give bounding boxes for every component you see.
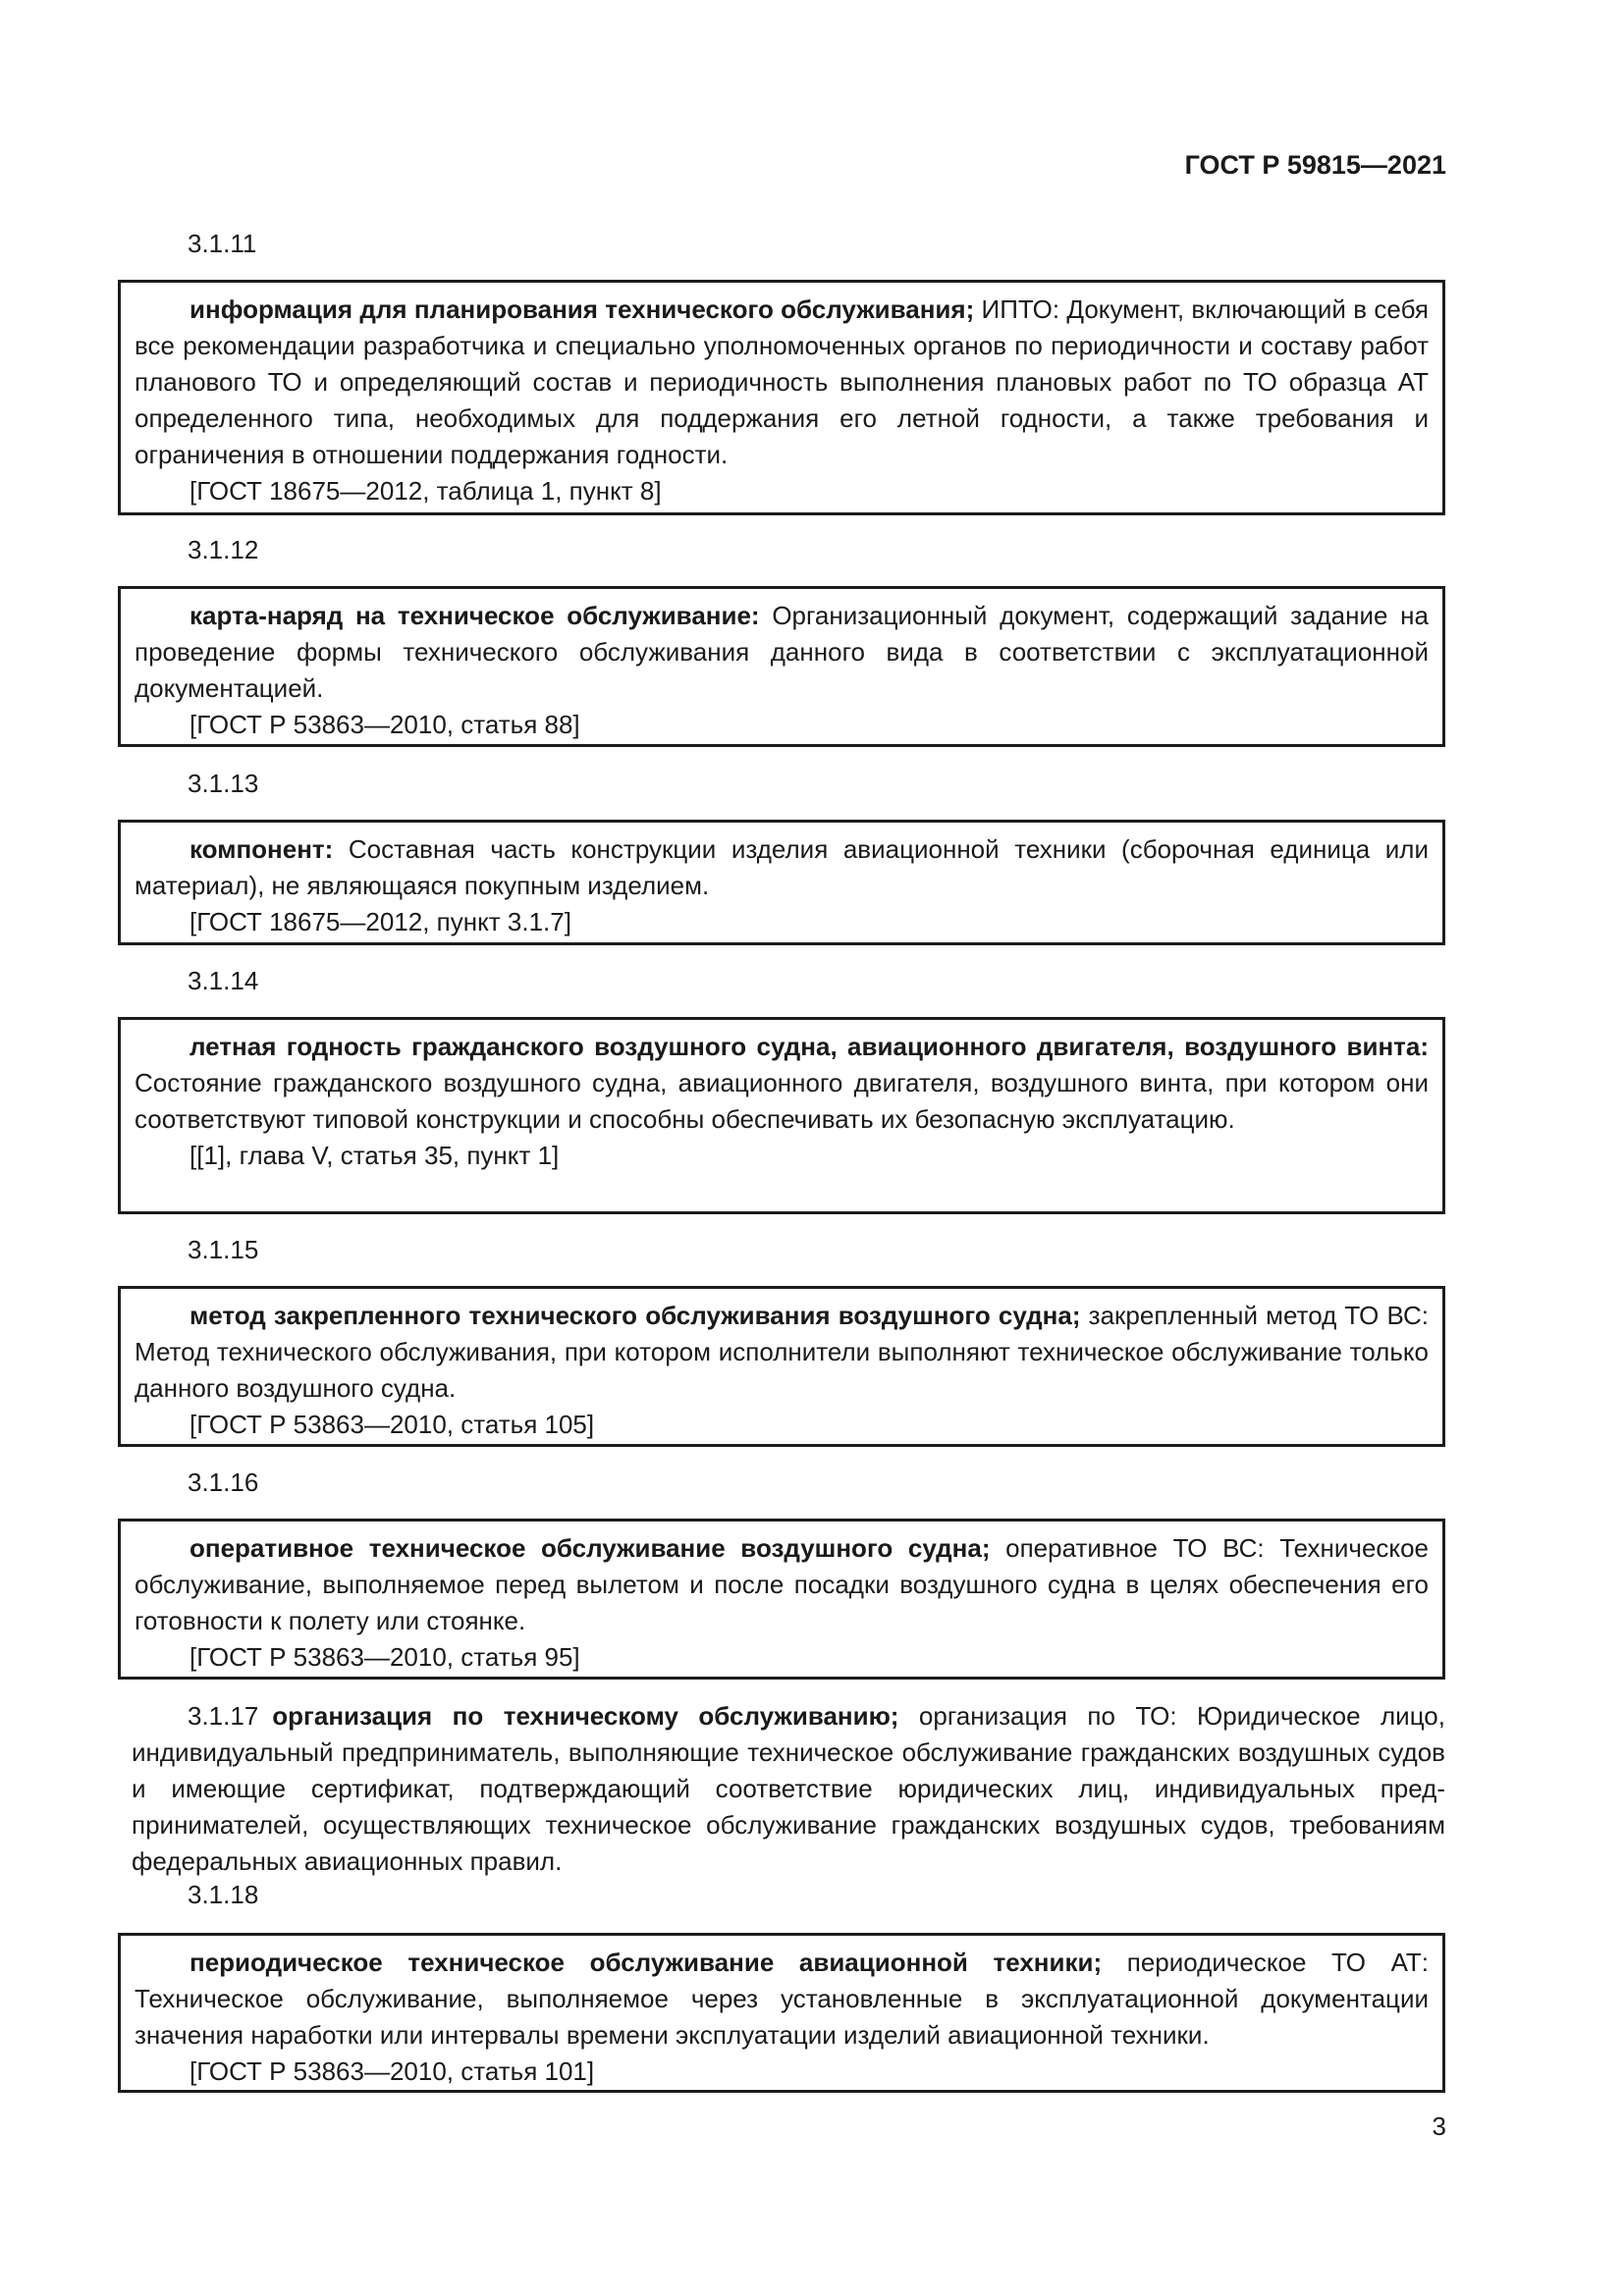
term-name: информация для планирования технического обслуживания; bbox=[189, 294, 975, 324]
term-source: [ГОСТ 18675—2012, таблица 1, пункт 8] bbox=[189, 476, 662, 506]
term-source: [ГОСТ Р 53863—2010, статья 95] bbox=[189, 1642, 580, 1672]
term-definition-box bbox=[118, 1933, 1445, 2093]
definition-paragraph bbox=[132, 1698, 1445, 1880]
entry-number: 3.1.16 bbox=[188, 1468, 259, 1497]
term-name: летная годность гражданского воздушного судна, авиационного двигателя, воздушного винта: bbox=[189, 1032, 1429, 1061]
term-source: [ГОСТ Р 53863—2010, статья 105] bbox=[189, 1410, 595, 1439]
entry-number: 3.1.11 bbox=[188, 229, 257, 258]
entry-number: 3.1.18 bbox=[188, 1880, 259, 1909]
term-definition: Состояние гражданского воздушного судна, авиационного двигателя, воздушного винта, при котором они соответствуют типовой конструкции и способны обеспечивать их безопасную эксплуатацию. bbox=[135, 1068, 1429, 1134]
term-definition: оперативное ТО ВС: Техническое обслуживание, выполняемое перед вылетом и после посадки воздушного судна в целях обеспечения его готовности к полету или стоянке. bbox=[135, 1533, 1429, 1635]
term-source: [ГОСТ 18675—2012, пункт 3.1.7] bbox=[189, 907, 571, 936]
term-name: карта-наряд на техническое обслуживание: bbox=[189, 601, 760, 630]
definition-paragraph bbox=[135, 831, 1429, 904]
term-name: компонент: bbox=[189, 834, 334, 864]
term-definition: Составная часть конструкции изделия авиационной техники (сборочная единица или материал), не являющаяся покупным изделием. bbox=[135, 834, 1429, 900]
term-definition-box bbox=[118, 1286, 1445, 1447]
entry-number: 3.1.12 bbox=[188, 535, 259, 564]
entry-number: 3.1.13 bbox=[188, 769, 259, 798]
term-entry-unboxed bbox=[132, 1698, 1445, 1880]
entry-number: 3.1.14 bbox=[188, 966, 259, 995]
definition-paragraph bbox=[135, 292, 1429, 473]
document-code: ГОСТ Р 59815—2021 bbox=[1184, 150, 1446, 180]
term-definition-box bbox=[118, 1017, 1445, 1214]
definition-paragraph bbox=[135, 598, 1429, 707]
term-name: периодическое техническое обслуживание авиационной техники; bbox=[189, 1948, 1103, 1977]
term-definition: периодическое ТО АТ: Техническое обслуживание, выполняемое через установленные в эксплуатационной документации значения наработки или интервалы времени эксплуатации изделий авиационной техники. bbox=[135, 1948, 1429, 2050]
definition-paragraph bbox=[135, 1029, 1429, 1138]
entry-number: 3.1.17 bbox=[188, 1701, 259, 1731]
definition-paragraph bbox=[135, 1530, 1429, 1639]
page-number: 3 bbox=[1432, 2111, 1446, 2141]
definition-paragraph bbox=[135, 1945, 1429, 2054]
term-source: [ГОСТ Р 53863—2010, статья 101] bbox=[189, 2056, 595, 2086]
definition-paragraph bbox=[135, 1298, 1429, 1407]
term-definition-box bbox=[118, 820, 1445, 945]
term-name: оперативное техническое обслуживание воздушного судна; bbox=[189, 1533, 991, 1563]
entry-number: 3.1.15 bbox=[188, 1235, 259, 1264]
term-definition: организация по ТО: Юридическое лицо, индивидуальный предприниматель, выполняющие техническое обслуживание гражданских воздушных судов и имеющие сертификат, подтверждающий соответствие юридических лиц, индивидуальных предпринимателей, осуществляющих техническое обслуживание гражданских воздушных судов, требованиям федеральных авиационных правил. bbox=[132, 1701, 1445, 1876]
term-source: [[1], глава V, статья 35, пункт 1] bbox=[189, 1141, 560, 1170]
term-definition: закрепленный метод ТО ВС: Метод технического обслуживания, при котором исполнители выполняют техническое обслуживание только данного воздушного судна. bbox=[135, 1301, 1429, 1403]
term-name: метод закрепленного технического обслуживания воздушного судна; bbox=[189, 1301, 1081, 1330]
term-definition-box bbox=[118, 1519, 1445, 1680]
term-definition-box bbox=[118, 280, 1445, 515]
term-definition: Организационный документ, содержащий задание на проведение формы технического обслуживания данного вида в соответствии с эксплуатационной документацией. bbox=[135, 601, 1429, 703]
term-definition-box bbox=[118, 586, 1445, 747]
term-definition: ИПТО: Документ, включающий в себя все рекомендации разработчика и специально уполномоченных органов по периодичности и составу работ планового ТО и определяющий состав и периодичность выполнения плановых работ по ТО образца АТ определенного типа, необходимых для поддержания его летной годности, а также требования и ограничения в отношении поддержания годности. bbox=[135, 294, 1429, 469]
term-source: [ГОСТ Р 53863—2010, статья 88] bbox=[189, 710, 580, 739]
term-name: организация по техническому обслуживанию; bbox=[272, 1701, 899, 1731]
